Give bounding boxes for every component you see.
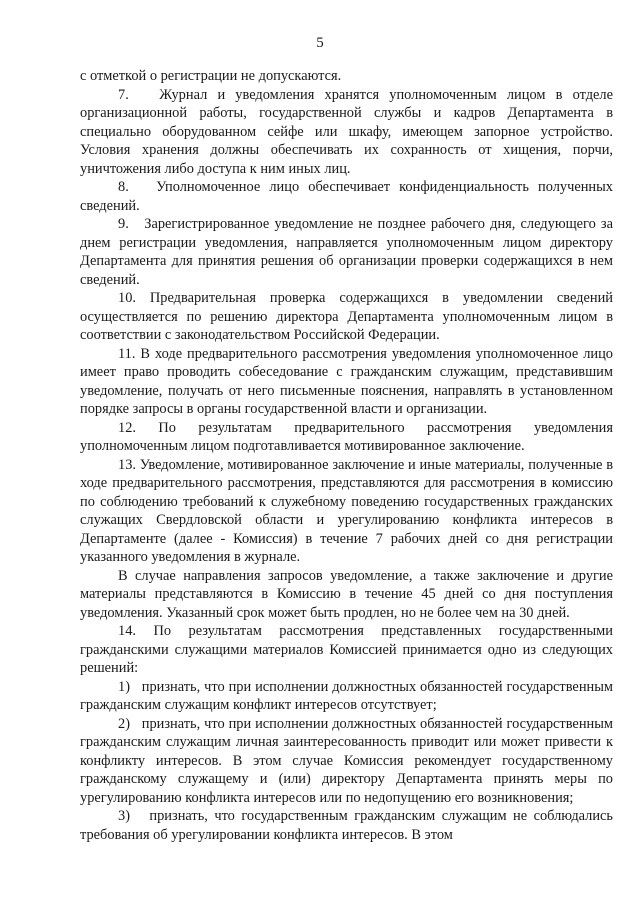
paragraph: 2) признать, что при исполнении должностных обязанностей государственным гражданским служащим личная заинтересованность приводит или может привести к конфликту интересов. В этом случае Комиссия рекомендует государственному гражданскому служащему и (или) директору Департамента принять меры по урегулированию конфликта интересов или по недопущению его возникновения; bbox=[80, 715, 613, 806]
paragraph: 3) признать, что государственным гражданским служащим не соблюдались требования об урегулировании конфликта интересов. В этом bbox=[80, 808, 613, 843]
paragraph: 11. В ходе предварительного рассмотрения уведомления уполномоченное лицо имеет право проводить собеседование с гражданским служащим, представившим уведомление, получать от него письменные пояснения, направлять в установленном порядке запросы в органы государственной власти и организации. bbox=[80, 345, 613, 417]
paragraph: В случае направления запросов уведомление, а также заключение и другие материалы представляются в Комиссию в течение 45 дней со дня поступления уведомления. Указанный срок может быть продлен, но не более чем на 30 дней. bbox=[80, 567, 613, 621]
page-number: 5 bbox=[316, 35, 324, 51]
paragraph: 1) признать, что при исполнении должностных обязанностей государственным гражданским служащим конфликт интересов отсутствует; bbox=[80, 678, 613, 713]
paragraph: 7. Журнал и уведомления хранятся уполномоченным лицом в отделе организационной работы, государственной службы и кадров Департамента в специально оборудованном сейфе или шкафу, имеющем запорное устройство. Условия хранения должны обеспечивать их сохранность от хищения, порчи, уничтожения либо доступа к ним иных лиц. bbox=[80, 86, 613, 177]
paragraph: 12. По результатам предварительного рассмотрения уведомления уполномоченным лицом подготавливается мотивированное заключение. bbox=[80, 419, 613, 454]
paragraph: 8. Уполномоченное лицо обеспечивает конфиденциальность полученных сведений. bbox=[80, 179, 613, 214]
paragraph: 14. По результатам рассмотрения представленных государственными гражданскими служащими материалов Комиссией принимается одно из следующих решений: bbox=[80, 623, 613, 676]
document-body bbox=[80, 67, 613, 844]
paragraph: 13. Уведомление, мотивированное заключение и иные материалы, полученные в ходе предварительного рассмотрения, представляются для рассмотрения в комиссию по соблюдению требований к служебному поведению государственных гражданских служащих Свердловской области и урегулированию конфликта интересов в Департаменте (далее - Комиссия) в течение 7 рабочих дней со дня регистрации указанного уведомления в журнале. bbox=[80, 456, 613, 565]
paragraph: 9. Зарегистрированное уведомление не позднее рабочего дня, следующего за днем регистрации уведомления, направляется уполномоченным лицом директору Департамента для принятия решения об организации проверки содержащихся в нем сведений. bbox=[80, 216, 613, 288]
paragraph: с отметкой о регистрации не допускаются. bbox=[80, 68, 342, 84]
paragraph: 10. Предварительная проверка содержащихся в уведомлении сведений осуществляется по решению директора Департамента уполномоченным лицом в соответствии с законодательством Российской Федерации. bbox=[80, 290, 613, 343]
